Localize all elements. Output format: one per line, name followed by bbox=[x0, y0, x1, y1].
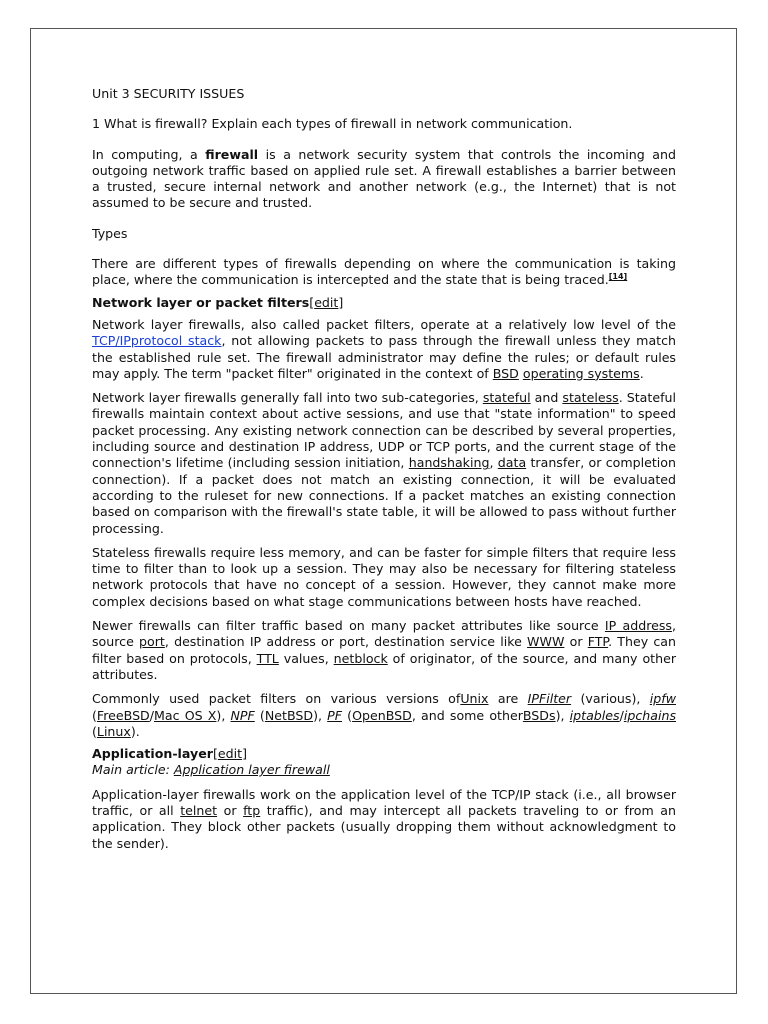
application-layer-paragraph-1: Application-layer firewalls work on the application level of the TCP/IP stack (i.e., all browser traffic, or all telnet or ftp traffic), and may intercept all packets traveling to or from an application. They block other packets (usually dropping them without acknowledgment to the sender). bbox=[92, 786, 677, 851]
edit-link[interactable]: edit bbox=[314, 294, 339, 310]
operating-systems-link[interactable]: operating systems bbox=[522, 365, 640, 381]
network-layer-paragraph-2: Network layer firewalls generally fall into two sub-categories, stateful and stateless. Stateful firewalls maintain context about active sessions, and use that "state information" to speed packet processing. Any existing network connection can be described by several properties, including source and destination IP address, UDP or TCP ports, and the current stage of the connection's lifetime (including session initiation, handshaking, data transfer, or completion connection). If a packet does not match an existing connection, it will be evaluated according to the ruleset for new connections. If a packet matches an existing connection based on comparison with the firewall's state table, it will be allowed to pass without further processing. bbox=[92, 390, 676, 536]
ipfw-link[interactable]: ipfw bbox=[649, 691, 677, 707]
freebsd-link[interactable]: FreeBSD bbox=[96, 707, 150, 723]
question: 1 What is firewall? Explain each types of firewall in network communication. bbox=[92, 116, 573, 132]
netblock-link[interactable]: netblock bbox=[333, 650, 388, 666]
ftp-link[interactable]: FTP bbox=[587, 634, 609, 650]
network-layer-paragraph-5: Commonly used packet filters on various versions ofUnix are IPFilter (various), ipfw (FreeBSD/Mac OS X), NPF (NetBSD), PF (OpenBSD, and some otherBSDs), iptables/ipchains (Linux). bbox=[92, 691, 677, 739]
openbsd-link[interactable]: OpenBSD bbox=[352, 707, 412, 723]
netbsd-link[interactable]: NetBSD bbox=[264, 707, 314, 723]
ipfilter-link[interactable]: IPFilter bbox=[527, 691, 572, 707]
citation-link[interactable]: [14] bbox=[608, 272, 628, 282]
ftp-link-2[interactable]: ftp bbox=[243, 802, 261, 818]
tcp-ip-stack-link[interactable]: TCP/IPprotocol stack bbox=[92, 333, 222, 349]
application-layer-heading: Application-layer[edit] bbox=[92, 746, 247, 762]
port-link[interactable]: port bbox=[139, 634, 165, 650]
document-body bbox=[92, 86, 676, 852]
iptables-link[interactable]: iptables bbox=[569, 707, 620, 723]
firewall-term: firewall bbox=[205, 146, 259, 162]
network-layer-paragraph-1: Network layer firewalls, also called packet filters, operate at a relatively low level of the TCP/IPprotocol stack, not allowing packets to pass through the firewall unless they match the established rule set. The firewall administrator may define the rules; or default rules may apply. The term "packet filter" originated in the context of BSD operating systems. bbox=[92, 316, 677, 381]
mac-os-x-link[interactable]: Mac OS X bbox=[154, 707, 217, 723]
network-layer-heading: Network layer or packet filters[edit] bbox=[92, 294, 344, 310]
bsds-link[interactable]: BSDs bbox=[522, 707, 556, 723]
intro-paragraph: In computing, a firewall is a network security system that controls the incoming and outgoing network traffic based on applied rule set. A firewall establishes a barrier between a trusted, secure internal network and another network (e.g., the Internet) that is not assumed to be secure and trusted. bbox=[92, 146, 676, 211]
main-article-note: Main article: Application layer firewall bbox=[92, 762, 330, 778]
linux-link[interactable]: Linux bbox=[96, 723, 131, 739]
npf-link[interactable]: NPF bbox=[230, 707, 255, 723]
edit-link[interactable]: edit bbox=[217, 746, 243, 762]
ipchains-link[interactable]: ipchains bbox=[623, 707, 677, 723]
www-link[interactable]: WWW bbox=[527, 634, 565, 650]
types-paragraph: There are different types of firewalls depending on where the communication is taking place, where the communication is intercepted and the state that is being traced.[14] bbox=[92, 256, 676, 288]
pf-link[interactable]: PF bbox=[327, 707, 343, 723]
application-layer-firewall-link[interactable]: Application layer firewall bbox=[173, 762, 330, 778]
network-layer-paragraph-4: Newer firewalls can filter traffic based on many packet attributes like source IP address, source port, destination IP address or port, destination service like WWW or FTP. They can filter based on protocols, TTL values, netblock of originator, of the source, and many other attributes. bbox=[92, 618, 676, 682]
network-layer-paragraph-3: Stateless firewalls require less memory, and can be faster for simple filters that require less time to filter than to look up a session. They may also be necessary for filtering stateless network protocols that have no concept of a session. However, they cannot make more complex decisions based on what stage communications between hosts have reached. bbox=[92, 544, 676, 609]
stateful-link[interactable]: stateful bbox=[482, 390, 531, 406]
ttl-link[interactable]: TTL bbox=[256, 650, 279, 666]
handshaking-link[interactable]: handshaking bbox=[408, 455, 490, 471]
types-label: Types bbox=[92, 225, 128, 241]
ip-address-link[interactable]: IP address bbox=[604, 618, 672, 634]
bsd-link[interactable]: BSD bbox=[492, 365, 519, 381]
unit-title: Unit 3 SECURITY ISSUES bbox=[92, 86, 245, 101]
stateless-link[interactable]: stateless bbox=[562, 390, 619, 406]
unix-link[interactable]: Unix bbox=[460, 691, 489, 707]
data-link[interactable]: data bbox=[497, 455, 527, 471]
telnet-link[interactable]: telnet bbox=[180, 802, 218, 818]
